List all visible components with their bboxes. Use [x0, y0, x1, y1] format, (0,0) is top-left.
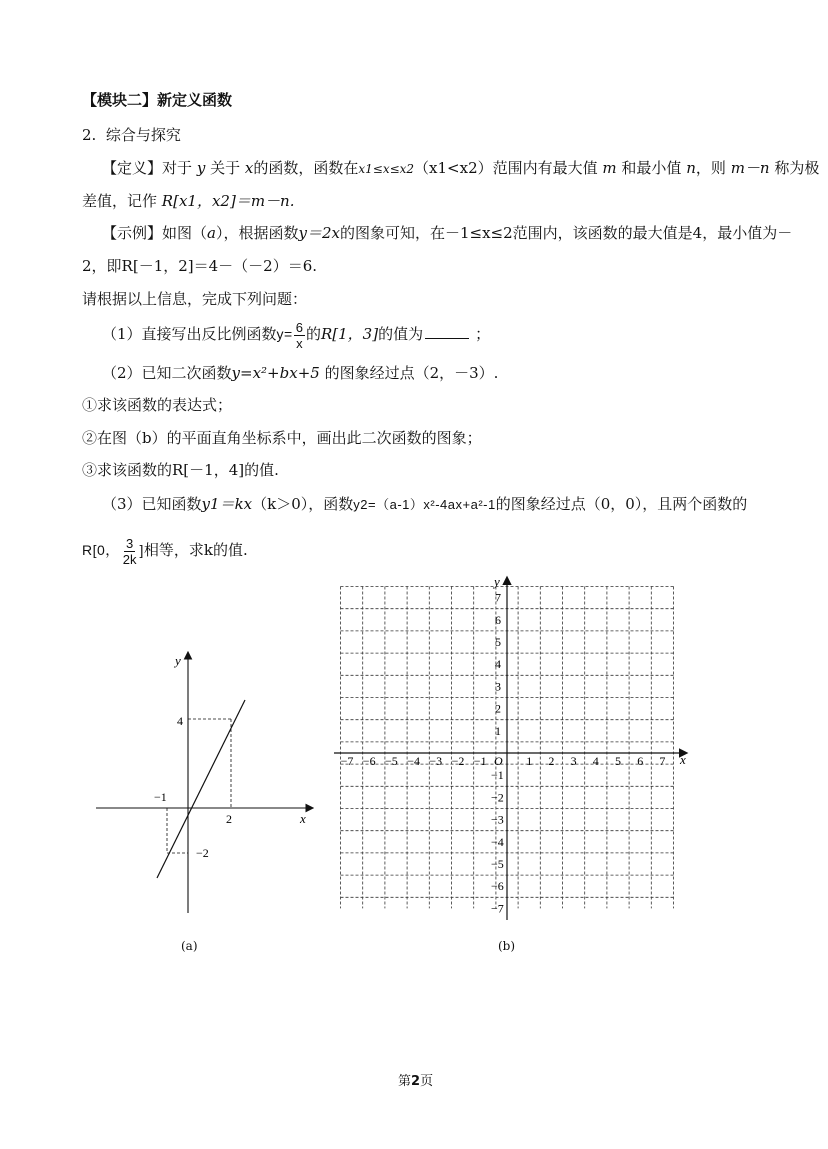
var-y: y: [196, 159, 206, 177]
question-1: [102, 318, 490, 351]
denominator: 2k: [122, 551, 137, 567]
fig-ref: a: [207, 224, 216, 242]
numerator: 6: [295, 319, 303, 335]
instruction: 请根据以上信息，完成下列问题：: [82, 290, 308, 308]
func: y=x²+bx+5: [231, 364, 320, 382]
x-tick-label: 7: [659, 754, 666, 768]
expr-m-n: m－n: [730, 159, 770, 177]
text: （3）已知函数: [102, 495, 202, 513]
x-tick-label: −3: [429, 754, 443, 768]
range: x1≤x≤x2: [358, 162, 415, 176]
y2-func: y2=（a-1）x²-4ax+a²-1: [353, 497, 496, 512]
y-tick-label: −1: [491, 768, 504, 783]
text: 差值，记作: [82, 192, 158, 210]
y-tick-label: −4: [491, 834, 504, 849]
notation: R[x1，x2]: [161, 192, 236, 210]
example-line-2: 2，即R[－1，2]＝4－（－2）＝6.: [82, 257, 318, 275]
x-axis-label: x: [300, 811, 306, 826]
text: 的图象可知，在－1≤x≤2范围内，该函数的最大值是4，最小值为－: [339, 224, 793, 242]
definition-line-2: [82, 190, 294, 212]
numerator: 3: [126, 535, 134, 551]
text: 的: [305, 325, 321, 343]
problem-number: 2.: [82, 126, 97, 144]
x-tick-label: −7: [340, 754, 354, 768]
footer-prefix: 第: [398, 1074, 412, 1089]
label-neg2: −2: [196, 846, 209, 860]
text: 的图象经过点（0，0），且两个函数的: [495, 495, 748, 513]
r-open: R[0，: [82, 542, 120, 558]
problem-title-line: [82, 124, 181, 146]
text: 如图（: [162, 224, 208, 242]
text: 相等，求k的值.: [143, 541, 248, 559]
answer-blank[interactable]: [425, 324, 469, 339]
example-line-1: [102, 222, 792, 244]
x-tick-label: −4: [407, 754, 420, 768]
text: （2）已知二次函数: [102, 364, 232, 382]
y-axis-label: y: [175, 653, 181, 668]
x-tick-label: −6: [362, 754, 376, 768]
text: ；: [475, 325, 491, 343]
denominator: x: [296, 335, 303, 351]
y-tick-label: 5: [495, 635, 501, 649]
x-tick-label: 4: [592, 754, 599, 768]
question-2: [102, 362, 498, 384]
y-tick-label: −6: [491, 879, 504, 894]
text: （k＞0），函数: [252, 495, 354, 513]
question-3-line-2: [82, 532, 248, 568]
figure-b-caption: (b): [498, 939, 516, 953]
y-tick-label: 7: [495, 590, 501, 605]
text: 的函数，函数在: [253, 159, 359, 177]
text: （1）直接写出反比例函数: [102, 325, 277, 343]
x-tick-label: 6: [637, 754, 644, 768]
figure-b: [320, 570, 700, 925]
question-2-sub-3: ③求该函数的R[－1，4]的值.: [82, 461, 279, 479]
question-3: [102, 493, 747, 516]
label-4: 4: [177, 714, 183, 728]
y-tick-label: −7: [491, 901, 504, 916]
text: ＝m－n.: [235, 192, 295, 210]
y-tick-label: 4: [495, 657, 501, 672]
x-axis-label: x: [680, 752, 686, 767]
definition-line-1: [102, 157, 819, 180]
fraction-3-over-2k: [121, 536, 139, 567]
label-2: 2: [226, 812, 232, 826]
y1-func: y1＝kx: [201, 495, 253, 513]
problem-title: 综合与探究: [105, 126, 181, 144]
label-neg1: −1: [154, 790, 167, 804]
example-tag: 【示例】: [102, 224, 163, 242]
text: ，则: [695, 159, 726, 177]
fraction-6-over-x: [294, 320, 305, 351]
x-tick-label: −1: [473, 754, 487, 768]
var-x: x: [244, 159, 254, 177]
x-tick-label: −5: [385, 754, 398, 768]
x-tick-label: 3: [570, 754, 577, 768]
y-tick-label: 3: [495, 679, 501, 694]
module-heading: 【模块二】新定义函数: [82, 91, 233, 109]
text: 和最小值: [621, 159, 682, 177]
y-tick-label: 6: [495, 612, 501, 627]
y-tick-label: 2: [495, 701, 501, 716]
definition-tag: 【定义】: [102, 159, 163, 177]
var-n: n: [686, 159, 696, 177]
text: ），根据函数: [215, 224, 299, 242]
question-2-sub-1: ①求该函数的表达式；: [82, 396, 233, 414]
var-m: m: [602, 159, 617, 177]
page-number: 2: [411, 1074, 421, 1089]
x-tick-label: 5: [615, 754, 621, 768]
y-tick-label: −2: [491, 790, 504, 805]
figure-a: [90, 645, 320, 925]
text: 的图象经过点（2，－3）.: [324, 364, 499, 382]
y-tick-label: −3: [491, 812, 504, 827]
origin-label: O: [494, 754, 503, 768]
y-eq: y=: [276, 326, 293, 342]
x-tick-label: 1: [526, 754, 533, 768]
text: 对于: [162, 159, 193, 177]
notation: R[1，3]: [320, 325, 379, 343]
figure-a-caption: (a): [181, 939, 198, 953]
text: 的值为: [378, 325, 424, 343]
y-axis-label: y: [494, 574, 500, 589]
x-tick-label: −2: [451, 754, 465, 768]
y-tick-label: −5: [491, 857, 504, 871]
text: 关于: [210, 159, 241, 177]
y-tick-label: 1: [495, 723, 501, 738]
page-footer: [398, 1070, 433, 1089]
func: y＝2x: [298, 224, 340, 242]
footer-suffix: 页: [420, 1074, 434, 1089]
text: （x1<x2）范围内有最大值: [414, 159, 598, 177]
text: 称为极: [774, 159, 820, 177]
r-close: ]: [139, 542, 144, 558]
x-tick-label: 2: [548, 754, 555, 768]
question-2-sub-2: ②在图（b）的平面直角坐标系中，画出此二次函数的图象；: [82, 429, 482, 447]
